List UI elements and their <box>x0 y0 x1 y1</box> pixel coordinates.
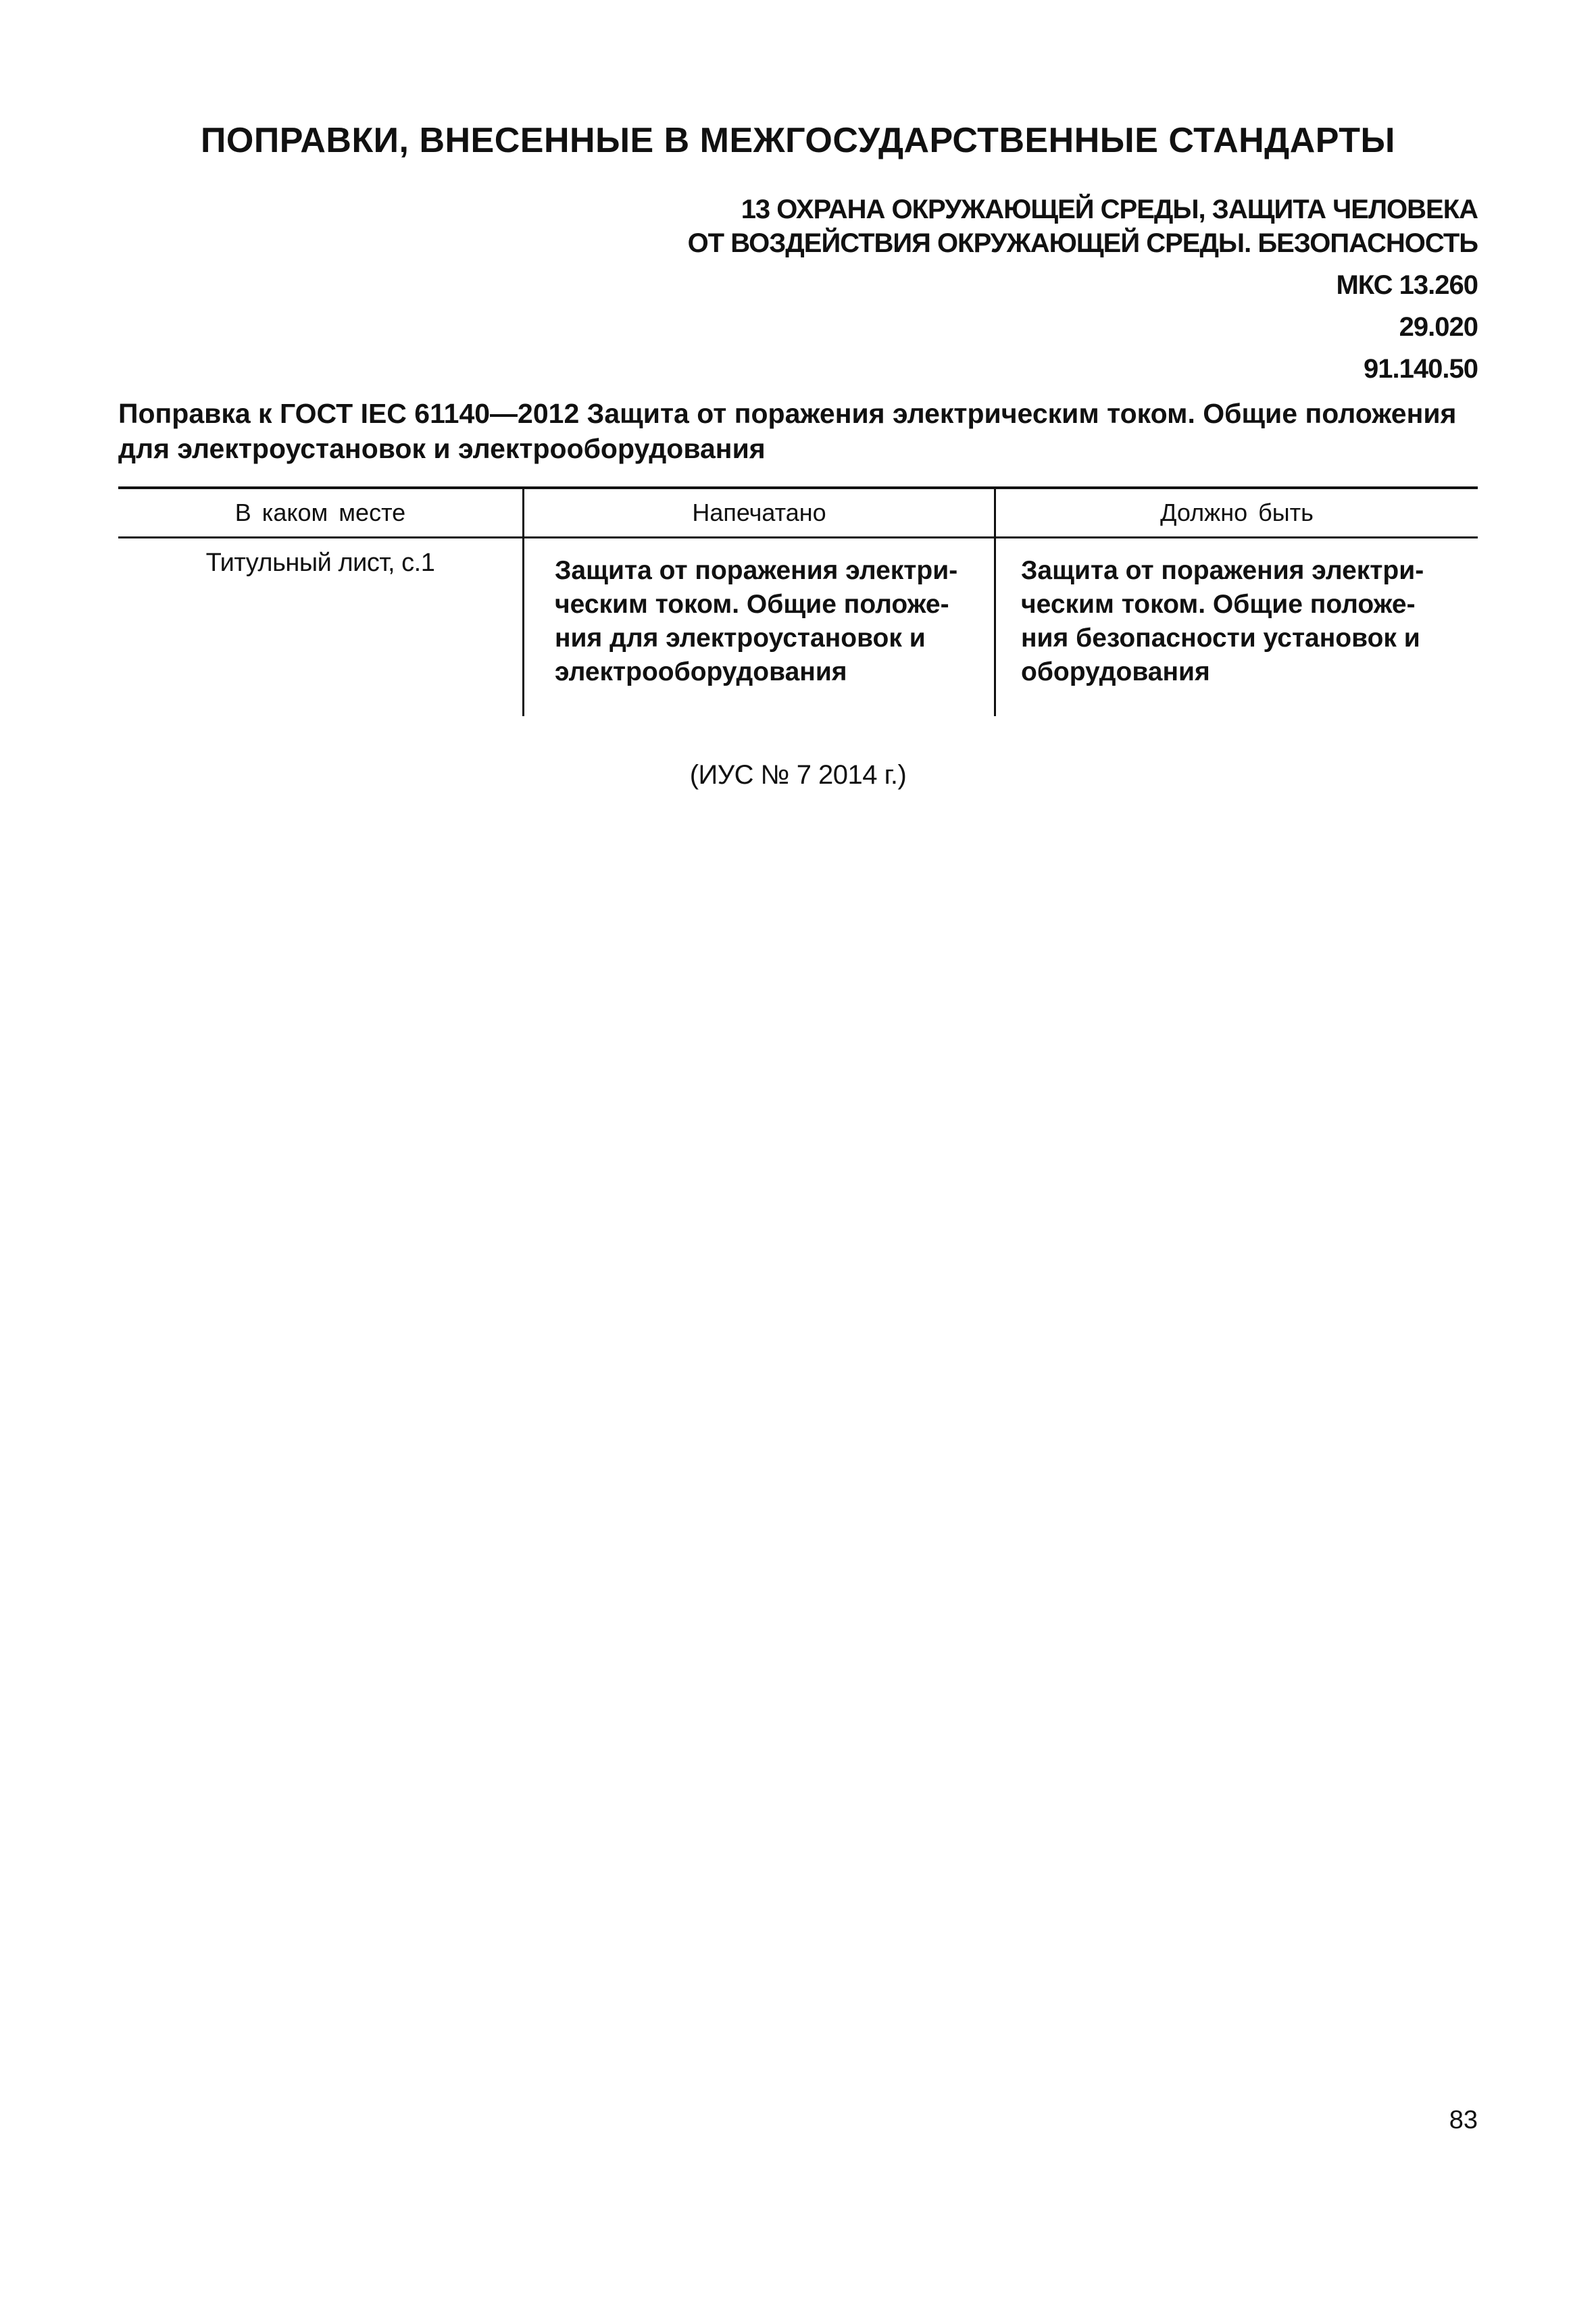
table-header-printed: Напечатано <box>692 499 826 526</box>
should-be-line-3: ния безопасности установок и <box>1021 624 1420 653</box>
source-reference: (ИУС № 7 2014 г.) <box>689 760 907 790</box>
mks-code-2: 29.020 <box>1399 312 1478 342</box>
section-heading-line-2: ОТ ВОЗДЕЙСТВИЯ ОКРУЖАЮЩЕЙ СРЕДЫ. БЕЗОПАСНОСТЬ <box>687 228 1478 258</box>
printed-line-1: Защита от поражения электри- <box>555 556 958 585</box>
table-cell-should-be <box>1021 554 1453 689</box>
section-heading-line-1: 13 ОХРАНА ОКРУЖАЮЩЕЙ СРЕДЫ, ЗАЩИТА ЧЕЛОВЕКА <box>741 195 1478 224</box>
printed-line-2: ческим током. Общие положе- <box>555 590 949 619</box>
should-be-line-4: оборудования <box>1021 657 1210 686</box>
should-be-line-1: Защита от поражения электри- <box>1021 556 1424 585</box>
page-number: 83 <box>1449 2106 1478 2134</box>
table-header-should-be: Должно быть <box>1160 499 1314 526</box>
mks-code-1: МКС 13.260 <box>1336 270 1478 300</box>
table-cell-printed <box>555 554 980 689</box>
amendment-title: Поправка к ГОСТ IEC 61140—2012 Защита от поражения электрическим током. Общие положения для электроустановок и электрооборудования <box>118 398 1457 464</box>
main-title: ПОПРАВКИ, ВНЕСЕННЫЕ В МЕЖГОСУДАРСТВЕННЫЕ СТАНДАРТЫ <box>201 121 1395 160</box>
table-header-place: В каком месте <box>234 499 406 526</box>
printed-line-3: ния для электроустановок и <box>555 624 926 653</box>
printed-line-4: электрооборудования <box>555 657 847 686</box>
mks-code-3: 91.140.50 <box>1364 354 1478 384</box>
table-header-rule <box>118 536 1478 538</box>
should-be-line-2: ческим током. Общие положе- <box>1021 590 1416 619</box>
table-cell-place: Титульный лист, с.1 <box>205 549 435 577</box>
table-top-rule <box>118 486 1478 489</box>
